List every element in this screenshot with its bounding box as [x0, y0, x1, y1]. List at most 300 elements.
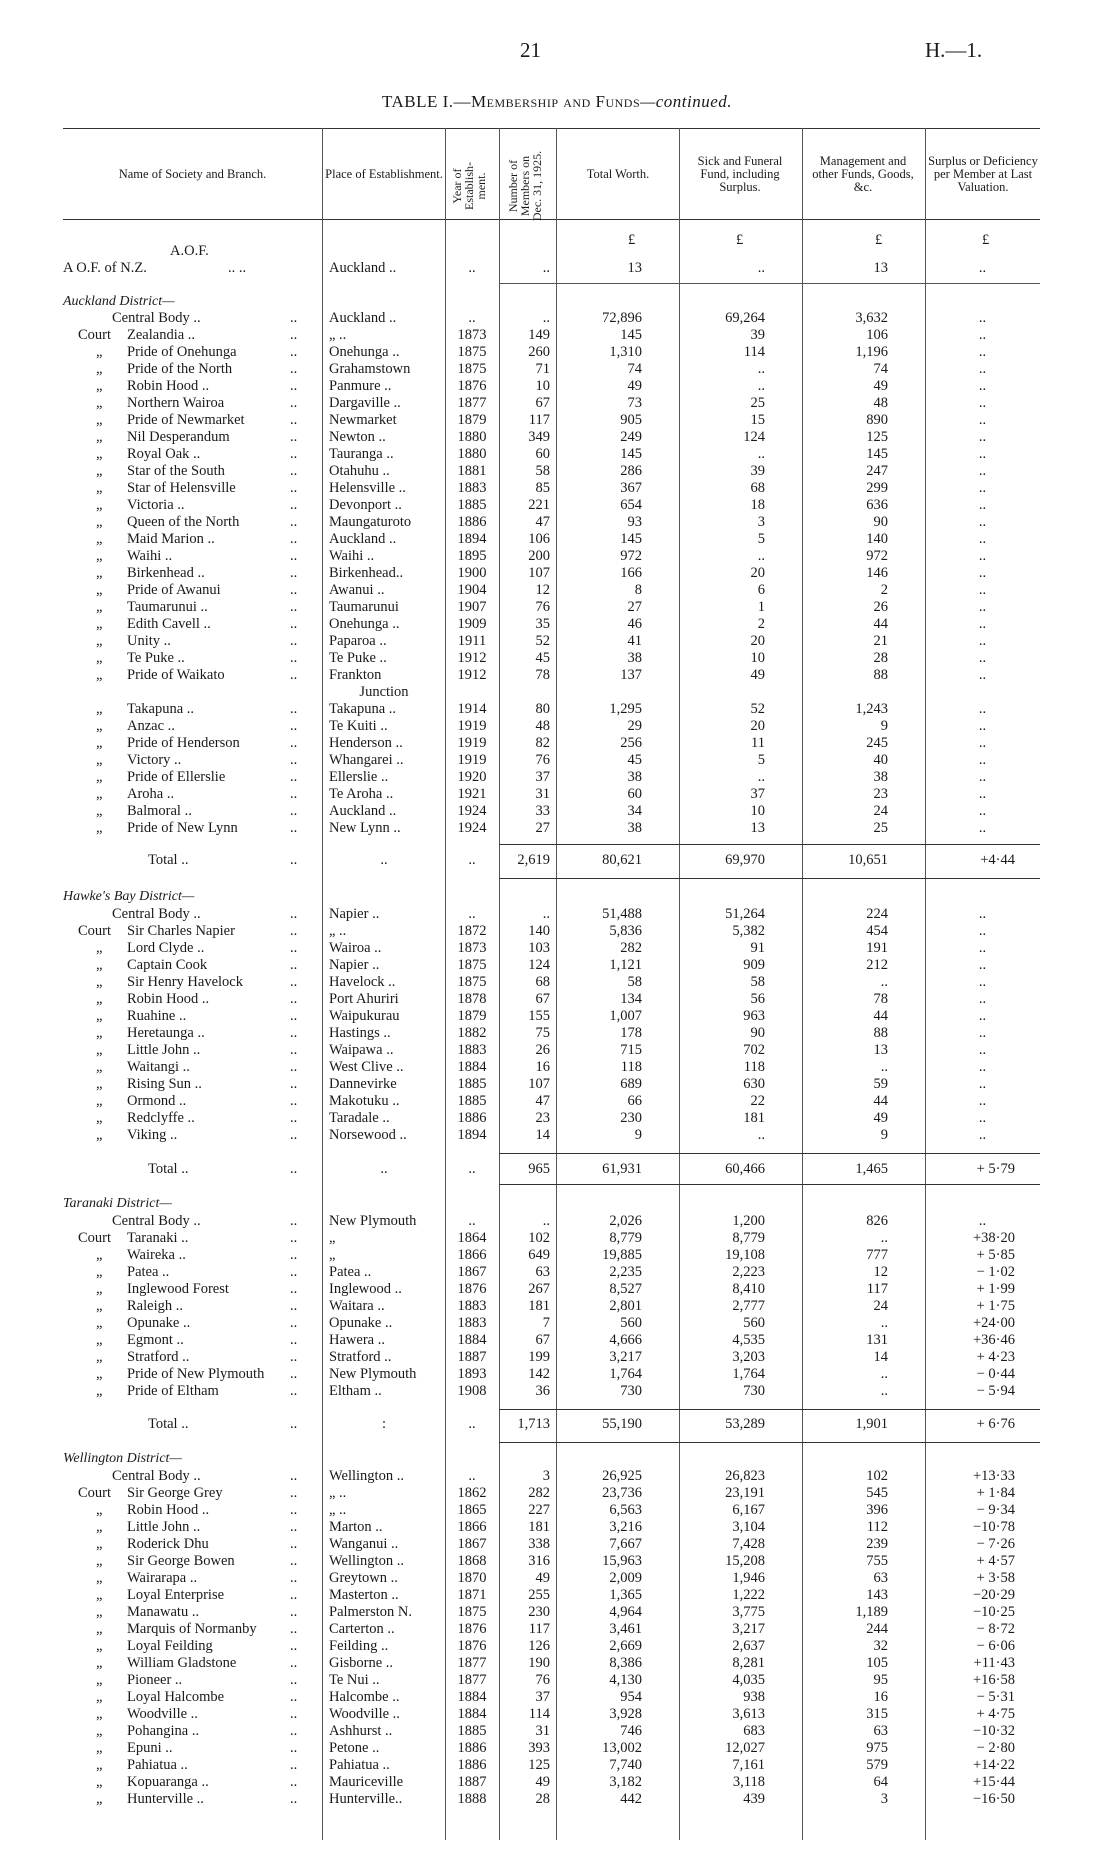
mgmt-funds: 247	[866, 463, 888, 479]
total-worth: 2,801	[609, 1298, 642, 1314]
leader-dots: ..	[290, 1570, 298, 1586]
sick-fund: ..	[757, 548, 765, 564]
total-rule	[499, 1153, 1040, 1154]
place: „ ..	[329, 1502, 347, 1518]
total-label: Total ..	[148, 1416, 189, 1432]
place: Wanganui ..	[329, 1536, 399, 1552]
branch-name: Kopuaranga ..	[127, 1774, 209, 1790]
sick-fund: 3,775	[732, 1604, 765, 1620]
leader-dots: ..	[290, 852, 298, 868]
year: 1884	[457, 1332, 487, 1348]
district-section	[0, 1213, 1114, 1400]
place: Te Nui ..	[329, 1672, 380, 1688]
branch-name: Roderick Dhu	[127, 1536, 209, 1552]
surplus: ..	[978, 497, 987, 513]
surplus: ..	[978, 701, 987, 717]
leader-dots: ..	[290, 361, 298, 377]
branch-name: Waitangi ..	[127, 1059, 190, 1075]
branch-prefix: „	[96, 1042, 103, 1058]
surplus: ..	[978, 803, 987, 819]
table-row	[0, 1230, 1114, 1247]
place: Palmerston N.	[329, 1604, 412, 1620]
members: 36	[535, 1383, 550, 1399]
place: Helensville ..	[329, 480, 406, 496]
sick-fund: 4,035	[732, 1672, 765, 1688]
mgmt-funds: 48	[873, 395, 888, 411]
branch-prefix: „	[96, 1247, 103, 1263]
year: 1884	[457, 1689, 487, 1705]
total-worth: 1,295	[609, 701, 642, 717]
surplus: −10·78	[972, 1519, 1015, 1535]
branch-prefix: „	[96, 1791, 103, 1807]
year: 1919	[457, 718, 487, 734]
sick-fund: 5	[757, 531, 765, 547]
branch-name: Aroha ..	[127, 786, 175, 802]
table-row	[0, 752, 1114, 769]
members: 48	[535, 718, 550, 734]
sick-fund: 25	[750, 395, 765, 411]
branch-prefix: „	[96, 1553, 103, 1569]
year: 1894	[457, 531, 487, 547]
sick-fund: 2,223	[732, 1264, 765, 1280]
sick-fund: 52	[750, 701, 765, 717]
sick-fund: ..	[757, 769, 765, 785]
branch-prefix: „	[96, 497, 103, 513]
year: 1876	[457, 1281, 487, 1297]
table-row	[0, 582, 1114, 599]
table-row	[0, 1604, 1114, 1621]
table-row	[0, 310, 1114, 327]
currency-sick: £	[736, 232, 744, 248]
table-row	[0, 1298, 1114, 1315]
place: Eltham ..	[329, 1383, 382, 1399]
members: 47	[535, 1093, 550, 1109]
total-surplus: + 5·79	[976, 1161, 1015, 1177]
surplus: ..	[978, 361, 987, 377]
mgmt-funds: 14	[873, 1349, 888, 1365]
branch-name: Victoria ..	[127, 497, 185, 513]
currency-mgmt: £	[875, 232, 883, 248]
leader-dots: ..	[290, 923, 298, 939]
table-row	[0, 1570, 1114, 1587]
year: 1885	[457, 497, 487, 513]
surplus: ..	[978, 940, 987, 956]
members: 76	[535, 1672, 550, 1688]
branch-name: Loyal Halcombe	[127, 1689, 225, 1705]
year: 1886	[457, 1110, 487, 1126]
year: 1880	[457, 446, 487, 462]
branch-prefix: „	[96, 1757, 103, 1773]
total-worth: 118	[620, 1059, 642, 1075]
surplus: +14·22	[972, 1757, 1015, 1773]
total-worth: 34	[627, 803, 642, 819]
branch-name: Edith Cavell ..	[127, 616, 211, 632]
branch-name: Zealandia ..	[127, 327, 196, 343]
members: 393	[528, 1740, 550, 1756]
header-top-rule	[63, 128, 1040, 129]
place: Te Kuiti ..	[329, 718, 388, 734]
members: 140	[528, 923, 550, 939]
mgmt-funds: 78	[873, 991, 888, 1007]
total-worth: 954	[620, 1689, 642, 1705]
year: 1911	[457, 633, 487, 649]
aof-heading: A.O.F.	[170, 243, 209, 259]
surplus: + 1·75	[976, 1298, 1015, 1314]
surplus: ..	[978, 310, 987, 326]
sick-fund: ..	[757, 260, 765, 276]
leader-dots: ..	[290, 718, 298, 734]
mgmt-funds: 224	[866, 906, 888, 922]
leader-dots: ..	[290, 1416, 298, 1432]
branch-name: Redclyffe ..	[127, 1110, 195, 1126]
year: 1885	[457, 1076, 487, 1092]
surplus: −10·32	[972, 1723, 1015, 1739]
mgmt-funds: 112	[866, 1519, 888, 1535]
mgmt-funds: 95	[873, 1672, 888, 1688]
members: 117	[528, 412, 550, 428]
place: Makotuku ..	[329, 1093, 400, 1109]
surplus: ..	[978, 1059, 987, 1075]
branch-prefix: „	[96, 1536, 103, 1552]
branch-prefix: „	[96, 752, 103, 768]
total-worth: 145	[620, 531, 642, 547]
members: 26	[535, 1042, 550, 1058]
page-number: 21	[520, 38, 541, 62]
sick-fund: 118	[743, 1059, 765, 1075]
branch-prefix: „	[96, 548, 103, 564]
members: 28	[535, 1791, 550, 1807]
sick-fund: 938	[743, 1689, 765, 1705]
year: 1864	[457, 1230, 487, 1246]
total-worth: 4,666	[609, 1332, 642, 1348]
leader-dots: ..	[290, 1774, 298, 1790]
sick-fund: 91	[750, 940, 765, 956]
place: Wellington ..	[329, 1553, 404, 1569]
sick-fund: 124	[743, 429, 765, 445]
sick-fund: 2,777	[732, 1298, 765, 1314]
branch-prefix: „	[96, 1349, 103, 1365]
place: Te Aroha ..	[329, 786, 394, 802]
mgmt-funds: 396	[866, 1502, 888, 1518]
place: Marton ..	[329, 1519, 383, 1535]
sick-fund: 56	[750, 991, 765, 1007]
table-row	[0, 923, 1114, 940]
leader-dots: ..	[290, 906, 298, 922]
leader-dots: ..	[290, 429, 298, 445]
members: 23	[535, 1110, 550, 1126]
total-worth: 256	[620, 735, 642, 751]
leader-dots: ..	[290, 1264, 298, 1280]
place: Carterton ..	[329, 1621, 395, 1637]
members: 103	[528, 940, 550, 956]
place: Petone ..	[329, 1740, 380, 1756]
leader-dots: ..	[290, 820, 298, 836]
members: 78	[535, 667, 550, 683]
surplus: ..	[978, 395, 987, 411]
leader-dots: ..	[290, 378, 298, 394]
table-row	[0, 548, 1114, 565]
branch-prefix: „	[96, 701, 103, 717]
branch-prefix: „	[96, 1570, 103, 1586]
mgmt-funds: 245	[866, 735, 888, 751]
total-worth: 72,896	[602, 310, 642, 326]
mgmt-funds: 88	[873, 1025, 888, 1041]
year: 1924	[457, 803, 487, 819]
total-worth: 2,026	[609, 1213, 642, 1229]
place: „ ..	[329, 923, 347, 939]
table-row	[0, 769, 1114, 786]
mgmt-funds: 38	[873, 769, 888, 785]
table-row	[0, 1008, 1114, 1025]
place: Napier ..	[329, 906, 380, 922]
branch-name: Woodville ..	[127, 1706, 198, 1722]
mgmt-funds: 25	[873, 820, 888, 836]
place: Awanui ..	[329, 582, 385, 598]
place: „	[329, 1247, 336, 1263]
sick-fund: 49	[750, 667, 765, 683]
place: Onehunga ..	[329, 616, 400, 632]
members: 16	[535, 1059, 550, 1075]
branch-name: Northern Wairoa	[127, 395, 225, 411]
table-row	[0, 650, 1114, 667]
year: 1882	[457, 1025, 487, 1041]
place: ..	[380, 852, 388, 868]
branch-prefix: „	[96, 361, 103, 377]
aof-rule	[499, 283, 1040, 284]
branch-name: Loyal Enterprise	[127, 1587, 225, 1603]
surplus: + 5·85	[976, 1247, 1015, 1263]
branch-name: Queen of the North	[127, 514, 240, 530]
branch-prefix: „	[96, 974, 103, 990]
surplus: ..	[978, 480, 987, 496]
place: Hawera ..	[329, 1332, 385, 1348]
place: Junction	[359, 684, 409, 700]
branch-name: Ormond ..	[127, 1093, 187, 1109]
mgmt-funds: 21	[873, 633, 888, 649]
year: 1877	[457, 1655, 487, 1671]
total-worth: 560	[620, 1315, 642, 1331]
sick-fund: 20	[750, 565, 765, 581]
branch-name: Wairarapa ..	[127, 1570, 198, 1586]
mgmt-funds: 88	[873, 667, 888, 683]
total-worth: 972	[620, 548, 642, 564]
branch-prefix: „	[96, 616, 103, 632]
surplus: ..	[978, 786, 987, 802]
branch-prefix: „	[96, 1774, 103, 1790]
branch-name: Rising Sun ..	[127, 1076, 202, 1092]
leader-dots: ..	[290, 752, 298, 768]
leader-dots: ..	[290, 1230, 298, 1246]
total-worth: 46	[627, 616, 642, 632]
place: Opunake ..	[329, 1315, 393, 1331]
leader-dots: ..	[290, 531, 298, 547]
table-row	[0, 1076, 1114, 1093]
surplus: −16·50	[972, 1791, 1015, 1807]
mgmt-funds: 64	[873, 1774, 888, 1790]
table-row	[0, 463, 1114, 480]
leader-dots: ..	[290, 1127, 298, 1143]
place: Dargaville ..	[329, 395, 401, 411]
surplus: ..	[978, 974, 987, 990]
branch-prefix: „	[96, 1638, 103, 1654]
place: New Plymouth	[329, 1213, 417, 1229]
place: Waihi ..	[329, 548, 375, 564]
year: 1886	[457, 1740, 487, 1756]
place: Grahamstown	[329, 361, 411, 377]
total-worth: 7,740	[609, 1757, 642, 1773]
table-row	[0, 1791, 1114, 1808]
total-worth: 3,928	[609, 1706, 642, 1722]
table-row	[0, 633, 1114, 650]
mgmt-funds: ..	[880, 1366, 888, 1382]
year: 1873	[457, 327, 487, 343]
members: 7	[542, 1315, 550, 1331]
mgmt-funds: 74	[873, 361, 888, 377]
total-worth: 45	[627, 752, 642, 768]
branch-prefix: „	[96, 803, 103, 819]
members: 33	[535, 803, 550, 819]
surplus: ..	[978, 327, 987, 343]
branch-prefix: „	[96, 650, 103, 666]
sick-fund: 2	[757, 616, 765, 632]
table-row	[0, 1672, 1114, 1689]
year: 1875	[457, 344, 487, 360]
year: 1876	[457, 378, 487, 394]
mgmt-funds: 299	[866, 480, 888, 496]
total-rule	[499, 1409, 1040, 1410]
members: 12	[535, 582, 550, 598]
mgmt-funds: 239	[866, 1536, 888, 1552]
year: 1872	[457, 923, 487, 939]
leader-dots: ..	[290, 1161, 298, 1177]
sick-fund: 51,264	[725, 906, 765, 922]
year: 1887	[457, 1774, 487, 1790]
total-worth: 80,621	[602, 852, 642, 868]
leader-dots: ..	[290, 565, 298, 581]
mgmt-funds: 3	[880, 1791, 888, 1807]
leader-dots: ..	[290, 769, 298, 785]
surplus: +11·43	[973, 1655, 1015, 1671]
header-sick-fund: Sick and Funeral Fund, including Surplus.	[697, 153, 783, 194]
branch-prefix: „	[96, 1604, 103, 1620]
branch-prefix: „	[96, 1110, 103, 1126]
members: 82	[535, 735, 550, 751]
total-worth: 8,386	[609, 1655, 642, 1671]
members: 199	[528, 1349, 550, 1365]
leader-dots: ..	[290, 957, 298, 973]
sick-fund: 15,208	[725, 1553, 765, 1569]
leader-dots: ..	[290, 1604, 298, 1620]
place: Woodville ..	[329, 1706, 400, 1722]
leader-dots: ..	[290, 667, 298, 683]
members: ..	[542, 310, 550, 326]
sick-fund: 1,946	[732, 1570, 765, 1586]
members: 102	[528, 1230, 550, 1246]
branch-name: Pride of Eltham	[127, 1383, 219, 1399]
members: 71	[535, 361, 550, 377]
sick-fund: 2,637	[732, 1638, 765, 1654]
sick-fund: 37	[750, 786, 765, 802]
year: 1883	[457, 1042, 487, 1058]
currency-surplus: £	[982, 232, 990, 248]
branch-prefix: „	[96, 1740, 103, 1756]
members: 52	[535, 633, 550, 649]
surplus: − 1·02	[976, 1264, 1015, 1280]
leader-dots: ..	[290, 1621, 298, 1637]
header-place: Place of Establishment.	[325, 166, 443, 181]
mgmt-funds: 23	[873, 786, 888, 802]
members: 200	[528, 548, 550, 564]
sick-fund: 15	[750, 412, 765, 428]
members: 27	[535, 820, 550, 836]
branch-name: Robin Hood ..	[127, 1502, 210, 1518]
members: 155	[528, 1008, 550, 1024]
mgmt-funds: 49	[873, 1110, 888, 1126]
place: New Plymouth	[329, 1366, 417, 1382]
branch-prefix: „	[96, 565, 103, 581]
surplus: − 7·26	[976, 1536, 1015, 1552]
branch-prefix: Court	[78, 1230, 112, 1246]
place: Henderson ..	[329, 735, 403, 751]
leader-dots: ..	[290, 633, 298, 649]
sick-fund: 8,281	[732, 1655, 765, 1671]
table-row	[0, 906, 1114, 923]
total-worth: 1,121	[609, 957, 642, 973]
branch-name: Patea ..	[127, 1264, 170, 1280]
year: 1883	[457, 1298, 487, 1314]
members: 67	[535, 991, 550, 1007]
year: 1879	[457, 1008, 487, 1024]
total-worth: 230	[620, 1110, 642, 1126]
branch-name: Pride of New Lynn	[127, 820, 238, 836]
table-row	[0, 1093, 1114, 1110]
total-worth: 38	[627, 820, 642, 836]
year: 1924	[457, 820, 487, 836]
total-worth: 26,925	[602, 1468, 642, 1484]
branch-prefix: „	[96, 1264, 103, 1280]
branch-prefix: „	[96, 957, 103, 973]
branch-prefix: „	[96, 718, 103, 734]
year: 1865	[457, 1502, 487, 1518]
sick-fund: 13	[750, 820, 765, 836]
members: 107	[528, 1076, 550, 1092]
branch-name: Pahiatua ..	[127, 1757, 188, 1773]
sick-fund: 560	[743, 1315, 765, 1331]
branch-prefix: „	[96, 429, 103, 445]
place: Otahuhu ..	[329, 463, 390, 479]
place: Auckland ..	[329, 803, 397, 819]
place: Halcombe ..	[329, 1689, 400, 1705]
surplus: − 2·80	[976, 1740, 1015, 1756]
place: „ ..	[329, 327, 347, 343]
leader-dots: ..	[290, 1366, 298, 1382]
total-worth: 38	[627, 650, 642, 666]
mgmt-funds: 105	[866, 1655, 888, 1671]
year: 1883	[457, 480, 487, 496]
sick-fund: 10	[750, 650, 765, 666]
place: Devonport ..	[329, 497, 402, 513]
year: 1895	[457, 548, 487, 564]
header-name: Name of Society and Branch.	[118, 166, 267, 181]
branch-name: Raleigh ..	[127, 1298, 183, 1314]
leader-dots: ..	[290, 1757, 298, 1773]
members: 117	[528, 1621, 550, 1637]
branch-prefix: „	[96, 412, 103, 428]
members: 68	[535, 974, 550, 990]
place: Auckland ..	[329, 310, 397, 326]
sick-fund: 439	[743, 1791, 765, 1807]
table-row	[0, 940, 1114, 957]
